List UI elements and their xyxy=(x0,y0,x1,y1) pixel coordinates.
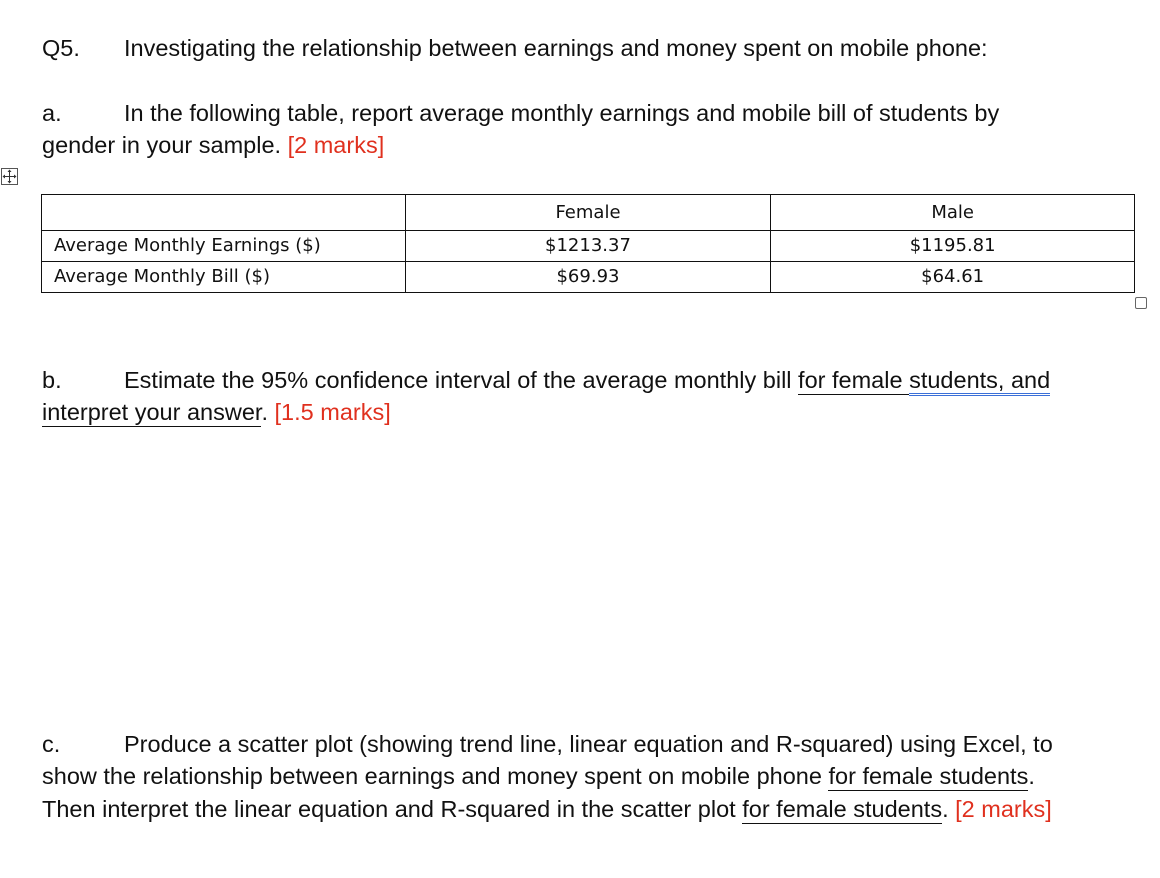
table-header-male[interactable]: Male xyxy=(771,195,1135,231)
table-move-handle[interactable] xyxy=(1,168,18,185)
table-resize-handle[interactable] xyxy=(1135,297,1147,309)
part-a-label: a. xyxy=(42,100,62,126)
part-c-underlined-female-2: for female students xyxy=(742,796,943,822)
question-number: Q5. xyxy=(42,35,80,61)
part-b-line2 xyxy=(42,401,391,425)
part-c-text3-plain: Then interpret the linear equation and R-squared in the scatter plot xyxy=(42,796,743,822)
table-row-label[interactable]: Average Monthly Bill ($) xyxy=(42,262,406,293)
part-c-period-1: . xyxy=(1028,763,1035,789)
table-header-row xyxy=(42,195,1135,231)
table-row xyxy=(42,262,1135,293)
table-row xyxy=(42,231,1135,262)
table-header-female[interactable]: Female xyxy=(405,195,771,231)
table-row-label[interactable]: Average Monthly Earnings ($) xyxy=(42,231,406,262)
part-c-text2-plain: show the relationship between earnings and money spent on mobile phone xyxy=(42,763,829,789)
move-arrows-icon xyxy=(2,169,17,184)
part-b-marks: [1.5 marks] xyxy=(274,399,391,425)
part-c-line3 xyxy=(42,798,1052,822)
question-title: Investigating the relationship between earnings and money spent on mobile phone: xyxy=(124,35,988,61)
part-c-marks: [2 marks] xyxy=(955,796,1052,822)
part-b-underlined-for-female: for female xyxy=(798,367,910,393)
part-a-text1: In the following table, report average monthly earnings and mobile bill of students by xyxy=(124,100,1000,126)
part-c-label: c. xyxy=(42,731,61,757)
table-cell-male[interactable]: $64.61 xyxy=(771,262,1135,293)
part-b-text1-plain: Estimate the 95% confidence interval of the average monthly bill xyxy=(124,367,799,393)
part-b-spellcheck-underlined: students, and xyxy=(909,367,1050,396)
part-a-line2 xyxy=(42,134,384,158)
table-cell-female[interactable]: $69.93 xyxy=(405,262,771,293)
part-c-line2 xyxy=(42,765,1035,789)
part-c-underlined-female-1: for female students xyxy=(828,763,1029,789)
part-b-label: b. xyxy=(42,367,62,393)
part-b-period: . xyxy=(261,399,268,425)
table-cell-male[interactable]: $1195.81 xyxy=(771,231,1135,262)
part-c-period-2: . xyxy=(942,796,949,822)
part-a-text2: gender in your sample. xyxy=(42,132,282,158)
part-b-underlined-interpret: interpret your answer xyxy=(42,399,262,425)
earnings-bill-table xyxy=(41,194,1135,293)
part-b-text1 xyxy=(124,369,1050,393)
table-header-blank[interactable] xyxy=(42,195,406,231)
table-cell-female[interactable]: $1213.37 xyxy=(405,231,771,262)
part-a-marks: [2 marks] xyxy=(287,132,385,158)
part-c-text1: Produce a scatter plot (showing trend line, linear equation and R-squared) using Excel, to xyxy=(124,731,1053,757)
